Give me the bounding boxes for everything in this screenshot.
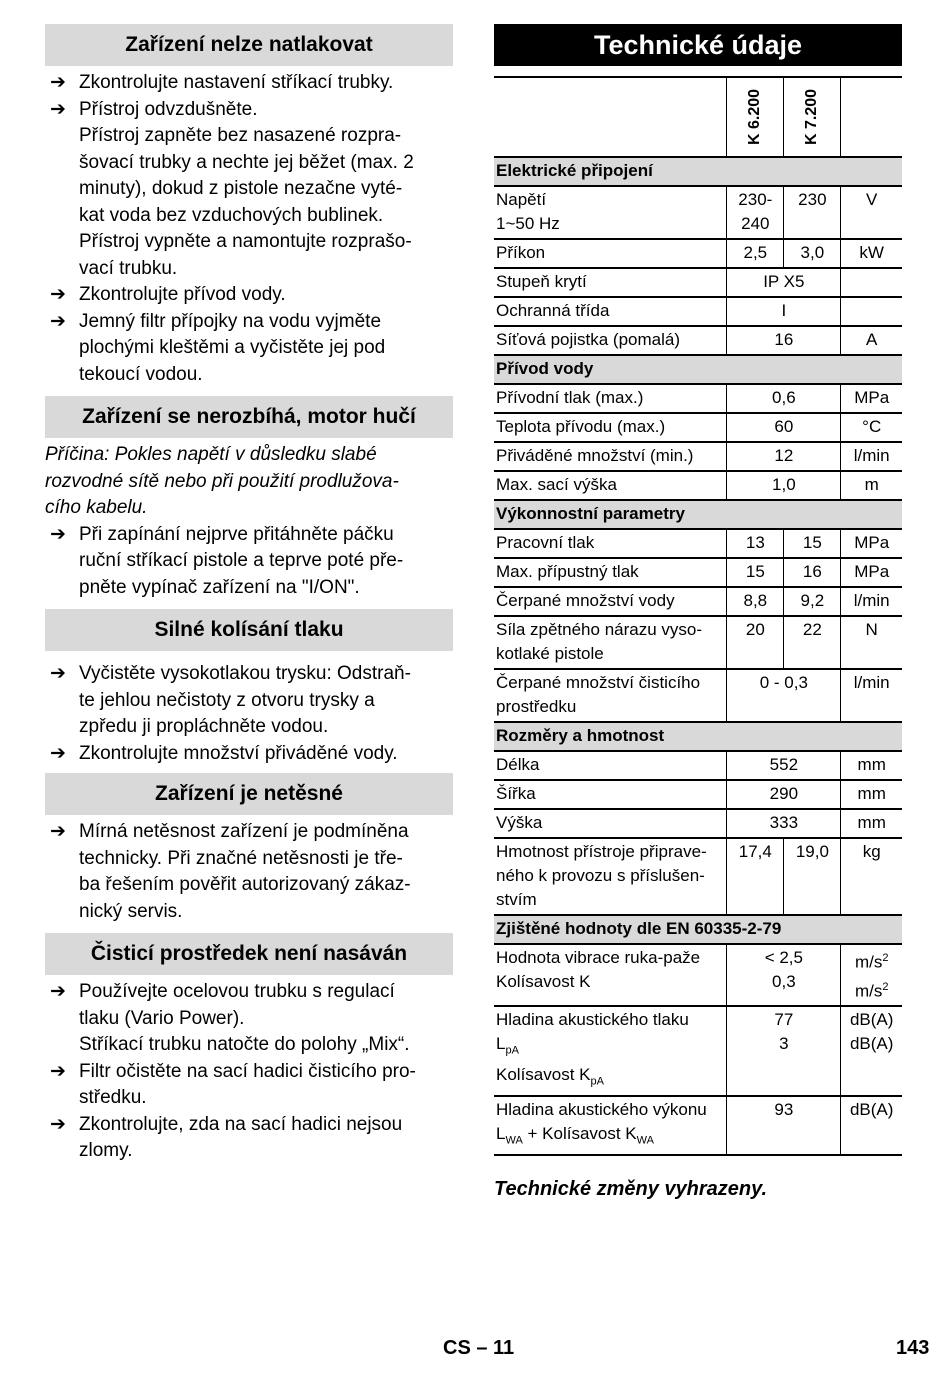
arrow-icon: ➔ xyxy=(50,821,66,842)
bullet-item: ➔ Zkontrolujte množství přiváděné vody. xyxy=(45,741,453,768)
paragraph: ba řešením pověřit autorizovaný zákaz- xyxy=(79,874,411,895)
page-number: 143 xyxy=(896,1337,930,1359)
table-row: Přívodní tlak (max.) 0,6 MPa xyxy=(494,384,902,413)
paragraph: zlomy. xyxy=(79,1140,133,1161)
paragraph: Přístroj vypněte a namontujte rozprašo- xyxy=(79,231,412,252)
cause-text: Příčina: Pokles napětí v důsledku slabé xyxy=(45,444,377,465)
paragraph: nický servis. xyxy=(79,900,183,922)
arrow-icon: ➔ xyxy=(50,72,66,93)
arrow-icon: ➔ xyxy=(50,742,66,764)
model-header: K 7.200 xyxy=(784,77,841,157)
bullet-item: ➔ Při zapínání nejprve přitáhněte páčku xyxy=(45,522,453,549)
footnote: Technické změny vyhrazeny. xyxy=(494,1178,768,1201)
arrow-icon: ➔ xyxy=(50,98,66,120)
group-row: Přívod vody xyxy=(494,355,902,384)
paragraph: tlaku (Vario Power). xyxy=(79,1007,245,1029)
cause-text: rozvodné sítě nebo při použití prodlužova- xyxy=(45,470,399,492)
table-row: Teplota přívodu (max.) 60 °C xyxy=(494,413,902,442)
bullet-item: ➔ Vyčistěte vysokotlakou trysku: Odstraň- xyxy=(45,661,453,688)
table-row: Čerpané množství vody 8,8 9,2 l/min xyxy=(494,587,902,616)
arrow-icon: ➔ xyxy=(50,1113,66,1135)
left-column xyxy=(45,24,453,1165)
paragraph: kat voda bez vzduchových bublinek. xyxy=(79,204,384,226)
table-row: Výška 333 mm xyxy=(494,809,902,838)
arrow-icon: ➔ xyxy=(50,310,66,332)
bullet-item: ➔ Filtr očistěte na sací hadici čisticího pro- xyxy=(45,1059,453,1086)
table-row: Stupeň krytí IP X5 xyxy=(494,268,902,297)
group-row: Zjištěné hodnoty dle EN 60335-2-79 xyxy=(494,915,902,944)
footer-section-label: CS – 11 xyxy=(443,1337,515,1359)
paragraph: Stříkací trubku natočte do polohy „Mix“. xyxy=(79,1034,410,1055)
paragraph: plochými kleštěmi a vyčistěte jej pod xyxy=(79,337,386,358)
section-heading: Zařízení nelze natlakovat xyxy=(45,24,453,66)
paragraph: technicky. Při značné netěsnosti je tře- xyxy=(79,847,403,869)
table-header-row xyxy=(494,77,902,157)
table-row: Max. přípustný tlak 15 16 MPa xyxy=(494,558,902,587)
tech-table xyxy=(494,76,902,1156)
table-row: Max. sací výška 1,0 m xyxy=(494,471,902,500)
table-row: Čerpané množství čisticího prostředku 0 - 0,3 l/min xyxy=(494,669,902,722)
table-row: Hodnota vibrace ruka-paže Kolísavost K < 2,5 0,3 $m/s^2$ $m/s^2$ xyxy=(494,944,902,1006)
table-row: Pracovní tlak 13 15 MPa xyxy=(494,529,902,558)
paragraph: ruční stříkací pistole a teprve poté pře- xyxy=(79,550,404,571)
table-row: Přiváděné množství (min.) 12 l/min xyxy=(494,442,902,471)
bullet-item: ➔ Jemný filtr přípojky na vodu vyjměte xyxy=(45,309,453,336)
paragraph: pněte vypínač zařízení na "I/ON". xyxy=(79,576,360,598)
table-row: Napětí 1~50 Hz 230- 240 230 V xyxy=(494,186,902,239)
arrow-icon: ➔ xyxy=(50,284,66,305)
table-row: Hmotnost přístroje připrave- ného k provozu s příslušen- stvím 17,4 19,0 kg xyxy=(494,838,902,915)
table-row: Síla zpětného nárazu vyso- kotlaké pistole 20 22 N xyxy=(494,616,902,669)
bullet-item: ➔ Zkontrolujte nastavení stříkací trubky. xyxy=(45,70,453,97)
paragraph: tekoucí vodou. xyxy=(79,363,203,385)
group-row: Rozměry a hmotnost xyxy=(494,722,902,751)
paragraph: te jehlou nečistoty z otvoru trysky a xyxy=(79,689,375,711)
arrow-icon: ➔ xyxy=(50,1060,66,1082)
arrow-icon: ➔ xyxy=(50,981,66,1002)
table-row: Šířka 290 mm xyxy=(494,780,902,809)
table-row: Délka 552 mm xyxy=(494,751,902,780)
paragraph: minuty), dokud z pistole nezačne vyté- xyxy=(79,178,403,199)
bullet-item: ➔ Mírná netěsnost zařízení je podmíněna xyxy=(45,819,453,846)
bullet-item: ➔ Přístroj odvzdušněte. xyxy=(45,97,453,124)
paragraph: zpředu ji propláchněte vodou. xyxy=(79,716,329,737)
bullet-item: ➔ Zkontrolujte přívod vody. xyxy=(45,282,453,309)
section-heading: Čisticí prostředek není nasáván xyxy=(45,933,453,975)
page-title: Technické údaje xyxy=(494,24,902,66)
model-header: K 6.200 xyxy=(727,77,784,157)
group-row: Elektrické připojení xyxy=(494,157,902,186)
paragraph: Přístroj zapněte bez nasazené rozpra- xyxy=(79,125,402,146)
table-row: Síťová pojistka (pomalá) 16 A xyxy=(494,326,902,355)
table-row: Hladina akustického tlaku $L_{pA}$ Kolísavost $K_{pA}$ 77 3 dB(A) dB(A) xyxy=(494,1006,902,1096)
table-row: Hladina akustického výkonu $L_{WA}$ + Kolísavost $K_{WA}$ 93 dB(A) xyxy=(494,1096,902,1155)
paragraph: šovací trubky a nechte jej běžet (max. 2 xyxy=(79,151,414,173)
paragraph: vací trubku. xyxy=(79,257,178,279)
paragraph: středku. xyxy=(79,1087,147,1108)
group-row: Výkonnostní parametry xyxy=(494,500,902,529)
section-heading: Silné kolísání tlaku xyxy=(45,609,453,651)
section-heading: Zařízení se nerozbíhá, motor hučí xyxy=(45,396,453,438)
arrow-icon: ➔ xyxy=(50,523,66,545)
bullet-item: ➔ Zkontrolujte, zda na sací hadici nejsou xyxy=(45,1112,453,1139)
section-heading: Zařízení je netěsné xyxy=(45,773,453,815)
right-column xyxy=(494,24,902,1201)
table-row: Příkon 2,5 3,0 kW xyxy=(494,239,902,268)
cause-text: cího kabelu. xyxy=(45,497,148,518)
table-row: Ochranná třída I xyxy=(494,297,902,326)
arrow-icon: ➔ xyxy=(50,663,66,684)
bullet-item: ➔ Používejte ocelovou trubku s regulací xyxy=(45,979,453,1006)
